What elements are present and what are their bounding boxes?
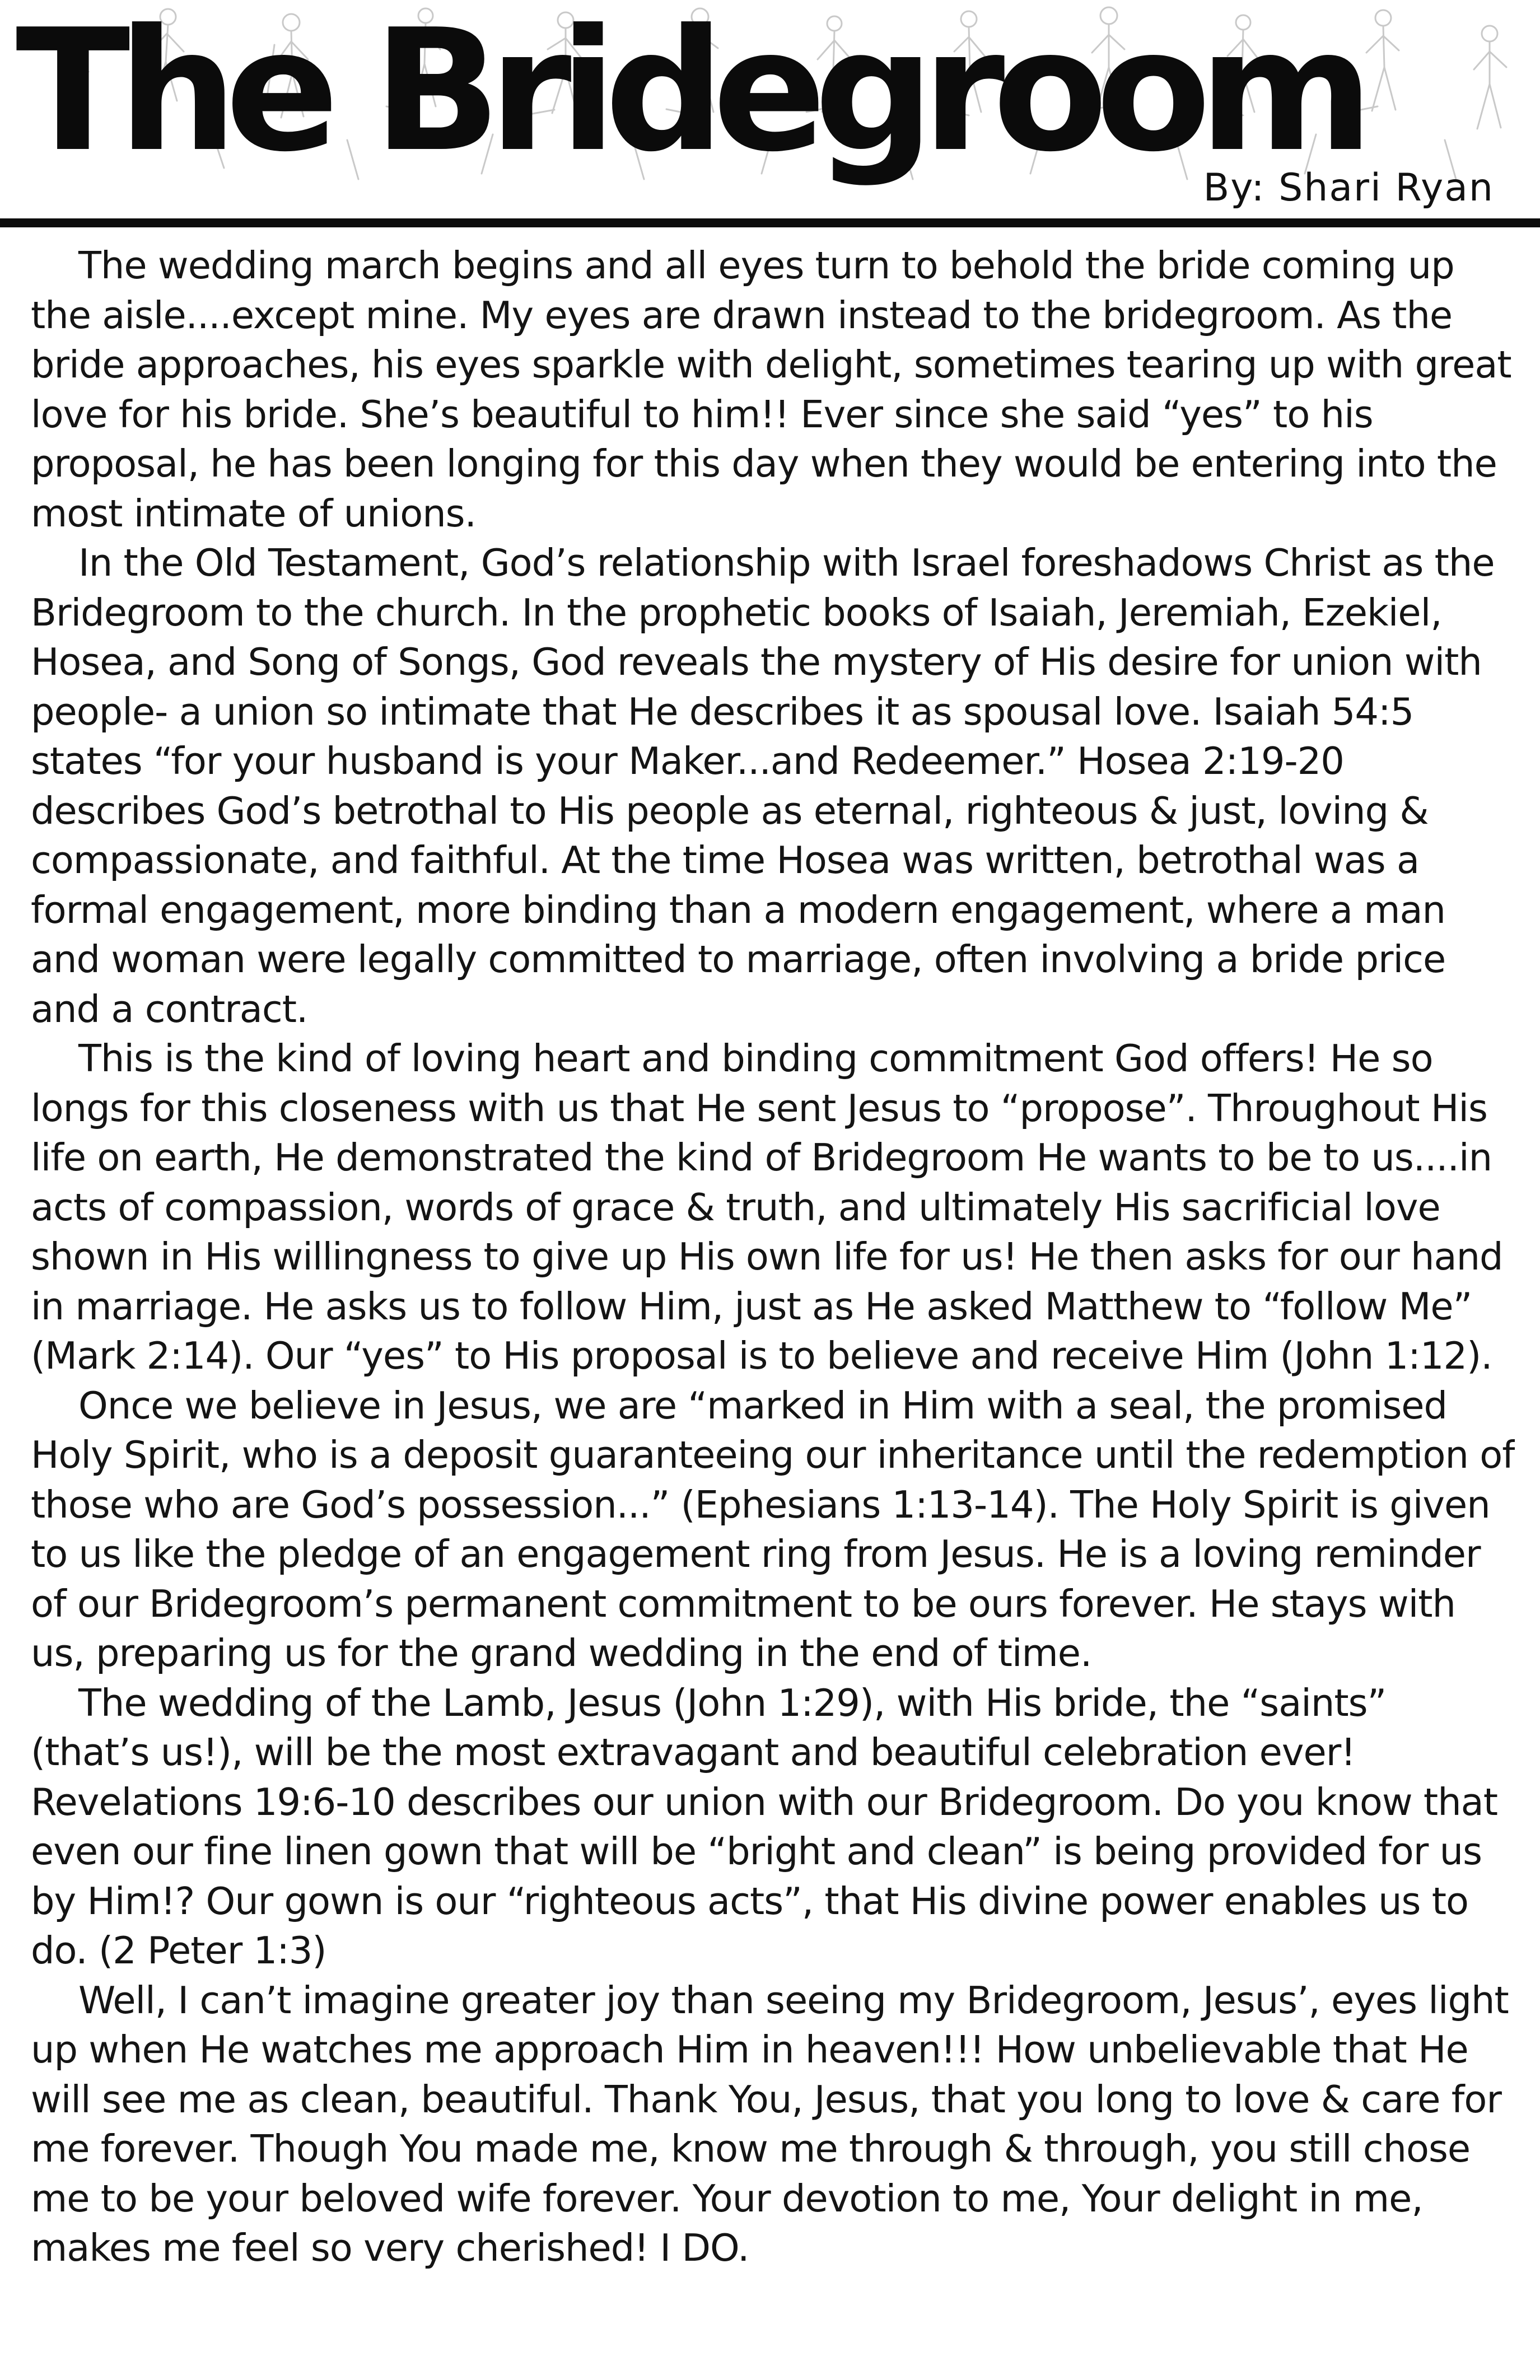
page-title: The Bridegroom <box>16 0 1362 189</box>
header-divider <box>0 218 1540 227</box>
article-body <box>31 241 1515 2369</box>
article-paragraph-1: The wedding march begins and all eyes turn to behold the bride coming up the aisle....except mine. My eyes are drawn instead to the bridegroom. As the bride approaches, his eyes sparkle with delight, sometimes tearing up with great love for his bride. She’s beautiful to him!! Ever since she said “yes” to his proposal, he has been longing for this day when they would be entering into the most intimate of unions. <box>31 244 1511 535</box>
article-paragraph-3: This is the kind of loving heart and binding commitment God offers! He so longs for this closeness with us that He sent Jesus to “propose”. Throughout His life on earth, He demonstrated the kind of Bridegroom He wants to be to us....in acts of compassion, words of grace & truth, and ultimately His sacrificial love shown in His willingness to give up His own life for us! He then asks for our hand in marriage. He asks us to follow Him, just as He asked Matthew to “follow Me” (Mark 2:14). Our “yes” to His proposal is to believe and receive Him (John 1:12). <box>31 1037 1503 1378</box>
article-paragraph-4: Once we believe in Jesus, we are “marked in Him with a seal, the promised Holy Spirit, who is a deposit guaranteeing our inheritance until the redemption of those who are God’s possession...” (Ephesians 1:13-14). The Holy Spirit is given to us like the pledge of an engagement ring from Jesus. He is a loving reminder of our Bridegroom’s permanent commitment to be ours forever. He stays with us, preparing us for the grand wedding in the end of time. <box>31 1383 1515 1675</box>
author-byline: By: Shari Ryan <box>1203 166 1494 210</box>
article-paragraph-5: The wedding of the Lamb, Jesus (John 1:29), with His bride, the “saints” (that’s us!), will be the most extravagant and beautiful celebration ever! Revelations 19:6-10 describes our union with our Bridegroom. Do you know that even our fine linen gown that will be “bright and clean” is being provided for us by Him!? Our gown is our “righteous acts”, that His divine power enables us to do. (2 Peter 1:3) <box>31 1681 1497 1972</box>
article-paragraph-2: In the Old Testament, God’s relationship with Israel foreshadows Christ as the Bridegroom to the church. In the prophetic books of Isaiah, Jeremiah, Ezekiel, Hosea, and Song of Songs, God reveals the mystery of His desire for union with people- a union so intimate that He describes it as spousal love. Isaiah 54:5 states “for your husband is your Maker...and Redeemer.” Hosea 2:19-20 describes God’s betrothal to His people as eternal, righteous & just, loving & compassionate, and faithful. At the time Hosea was written, betrothal was a formal engagement, more binding than a modern engagement, where a man and woman were legally committed to marriage, often involving a bride price and a contract. <box>31 541 1495 1031</box>
header-banner <box>0 0 1540 221</box>
article-paragraph-6: Well, I can’t imagine greater joy than seeing my Bridegroom, Jesus’, eyes light up when He watches me approach Him in heaven!!! How unbelievable that He will see me as clean, beautiful. Thank You, Jesus, that you long to love & care for me forever. Though You made me, know me through & through, you still chose me to be your beloved wife forever. Your devotion to me, Your delight in me, makes me feel so very cherished! I DO. <box>31 1978 1509 2270</box>
